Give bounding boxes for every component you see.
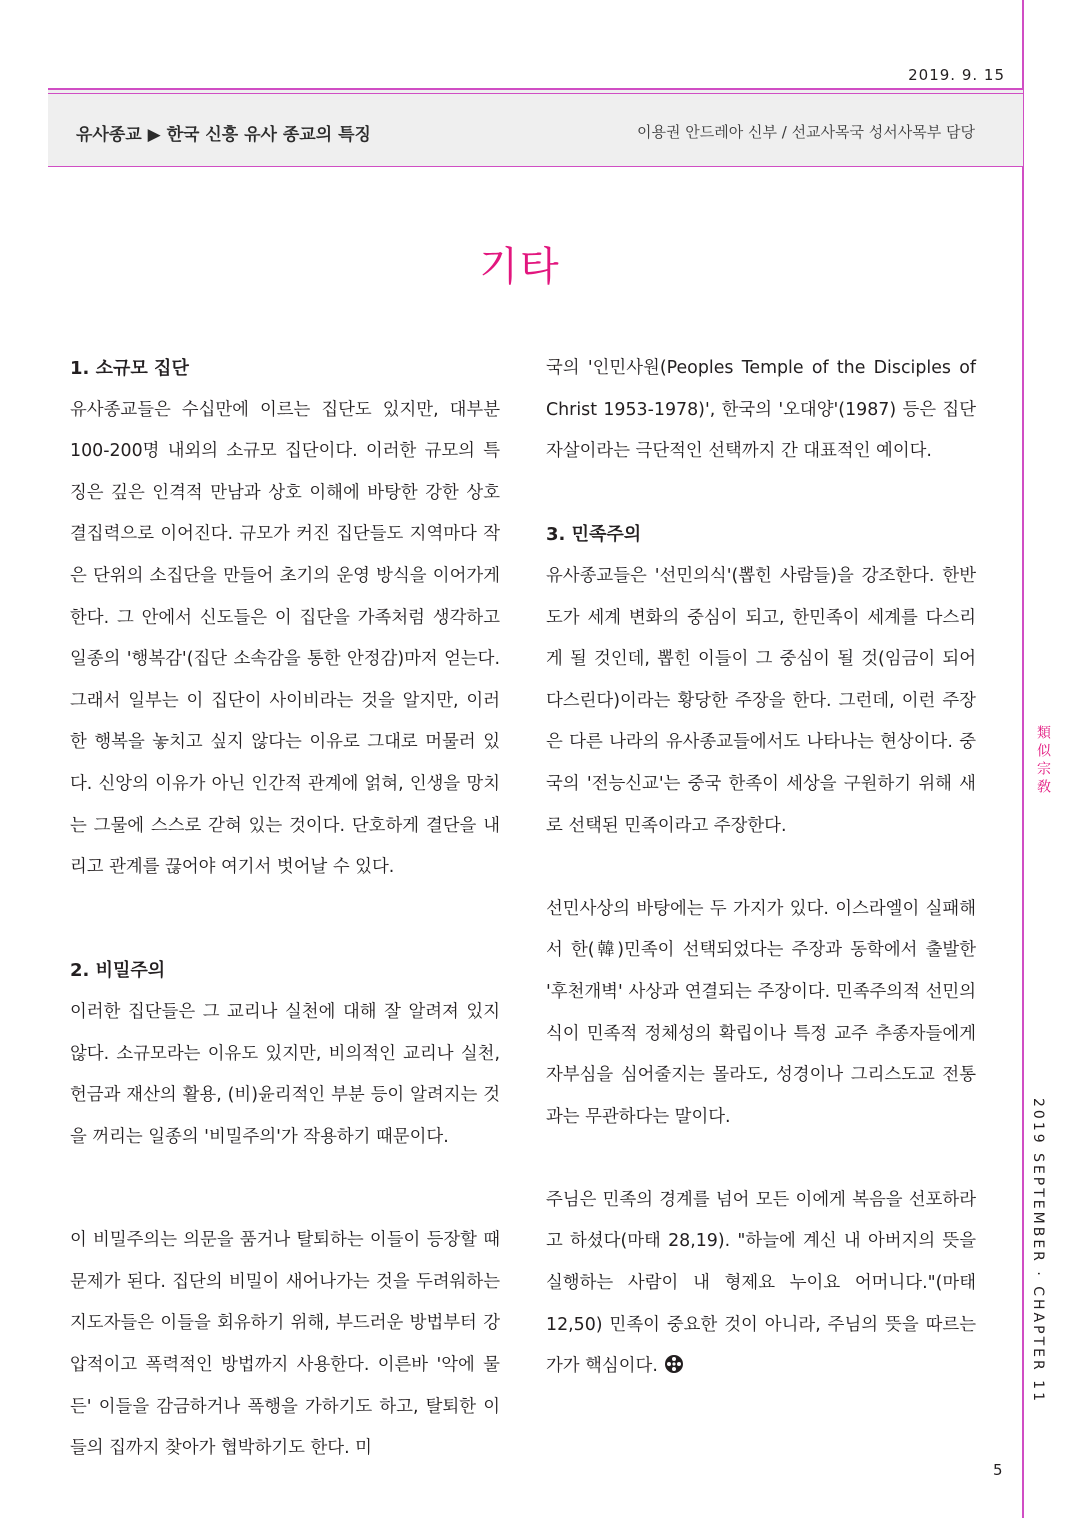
section-1-paragraph: 유사종교들은 수십만에 이르는 집단도 있지만, 대부분 100-200명 내외의 소규모 집단이다. 이러한 규모의 특징은 깊은 인격적 만남과 상호 이해에 바탕한 강한 상호 결집력으로 이어진다. 규모가 커진 집단들도 지역마다 작은 단위의 소집단을 만들어 초기의 운영 방식을 이어가게 한다. 그 안에서 신도들은 이 집단을 가족처럼 생각하고 일종의 '행복감'(집단 소속감을 통한 안정감)마저 얻는다. 그래서 일부는 이 집단이 사이비라는 것을 알지만, 이러한 행복을 놓치고 싶지 않다는 이유로 그대로 머물러 있다. 신앙의 이유가 아닌 인간적 관계에 얽혀, 인생을 망치는 그물에 스스로 갇혀 있는 것이다. 단호하게 결단을 내리고 관계를 끊어야 여기서 벗어날 수 있다.	[70, 399, 500, 878]
section-2-paragraph-2-part-1: 이 비밀주의는 의문을 품거나 탈퇴하는 이들이 등장할 때 문제가 된다. 집단의 비밀이 새어나가는 것을 두려워하는 지도자들은 이들을 회유하기 위해, 부드러운 방법부터 강압적이고 폭력적인 방법까지 사용한다. 이른바 '악에 물든' 이들을 감금하거나 폭행을 가하기도 하고, 탈퇴한 이들의 집까지 찾아가 협박하기도 한다. 미	[70, 1230, 500, 1459]
page-number: 5	[993, 1461, 1003, 1479]
section-3-paragraph-2: 선민사상의 바탕에는 두 가지가 있다. 이스라엘이 실패해서 한(韓)민족이 선택되었다는 주장과 동학에서 출발한 '후천개벽' 사상과 연결되는 주장이다. 민족주의적 선민의식이 민족적 정체성의 확립이나 특정 교주 추종자들에게 자부심을 심어줄지는 몰라도, 성경이나 그리스도교 전통과는 무관하다는 말이다.	[546, 898, 976, 1127]
section-3-paragraph-3	[546, 1180, 976, 1388]
end-mark-icon	[664, 1354, 684, 1374]
article-author: 이용권 안드레아 신부 / 선교사목국 성서사목부 담당	[637, 123, 975, 141]
right-margin-rule	[1022, 0, 1024, 1518]
side-hanja-label: 類似宗敎	[1035, 725, 1051, 797]
section-2-paragraph-2-part-2: 국의 '인민사원(Peoples Temple of the Disciples of Christ 1953-1978)', 한국의 '오대양'(1987) 등은 집단 자살이라는 극단적인 선택까지 간 대표적인 예이다.	[546, 358, 976, 462]
section-3-paragraph-3-text: 주님은 민족의 경계를 넘어 모든 이에게 복음을 선포하라고 하셨다(마태 28,19). "하늘에 계신 내 아버지의 뜻을 실행하는 사람이 내 형제요 누이요 어머니다."(마태 12,50) 민족이 중요한 것이 아니라, 주님의 뜻을 따르는가가 핵심이다.	[546, 1189, 976, 1377]
article-category: 유사종교 ▶ 한국 신흥 유사 종교의 특징	[76, 125, 371, 145]
issue-date: 2019. 9. 15	[908, 66, 1005, 84]
article-header	[48, 88, 1023, 167]
page-title: 기타	[479, 244, 561, 290]
section-heading-2: 2. 비밀주의	[70, 960, 166, 982]
section-3-paragraph-1: 유사종교들은 '선민의식'(뽑힌 사람들)을 강조한다. 한반도가 세계 변화의 중심이 되고, 한민족이 세계를 다스리게 될 것인데, 뽑힌 이들이 그 중심이 될 것(임금이 되어 다스린다)이라는 황당한 주장을 한다. 그런데, 이런 주장은 다른 나라의 유사종교들에서도 나타나는 현상이다. 중국의 '전능신교'는 중국 한족이 세상을 구원하기 위해 새로 선택된 민족이라고 주장한다.	[546, 565, 976, 836]
side-issue-label: 2019 SEPTEMBER · CHAPTER 11	[1030, 1098, 1046, 1404]
section-heading-3: 3. 민족주의	[546, 524, 642, 546]
section-heading-1: 1. 소규모 집단	[70, 358, 189, 379]
left-column	[70, 348, 500, 1470]
section-2-paragraph-1: 이러한 집단들은 그 교리나 실천에 대해 잘 알려져 있지 않다. 소규모라는 이유도 있지만, 비의적인 교리나 실천, 헌금과 재산의 활용, (비)윤리적인 부분 등이 알려지는 것을 꺼리는 일종의 '비밀주의'가 작용하기 때문이다.	[70, 1001, 500, 1147]
right-column	[546, 348, 976, 1388]
